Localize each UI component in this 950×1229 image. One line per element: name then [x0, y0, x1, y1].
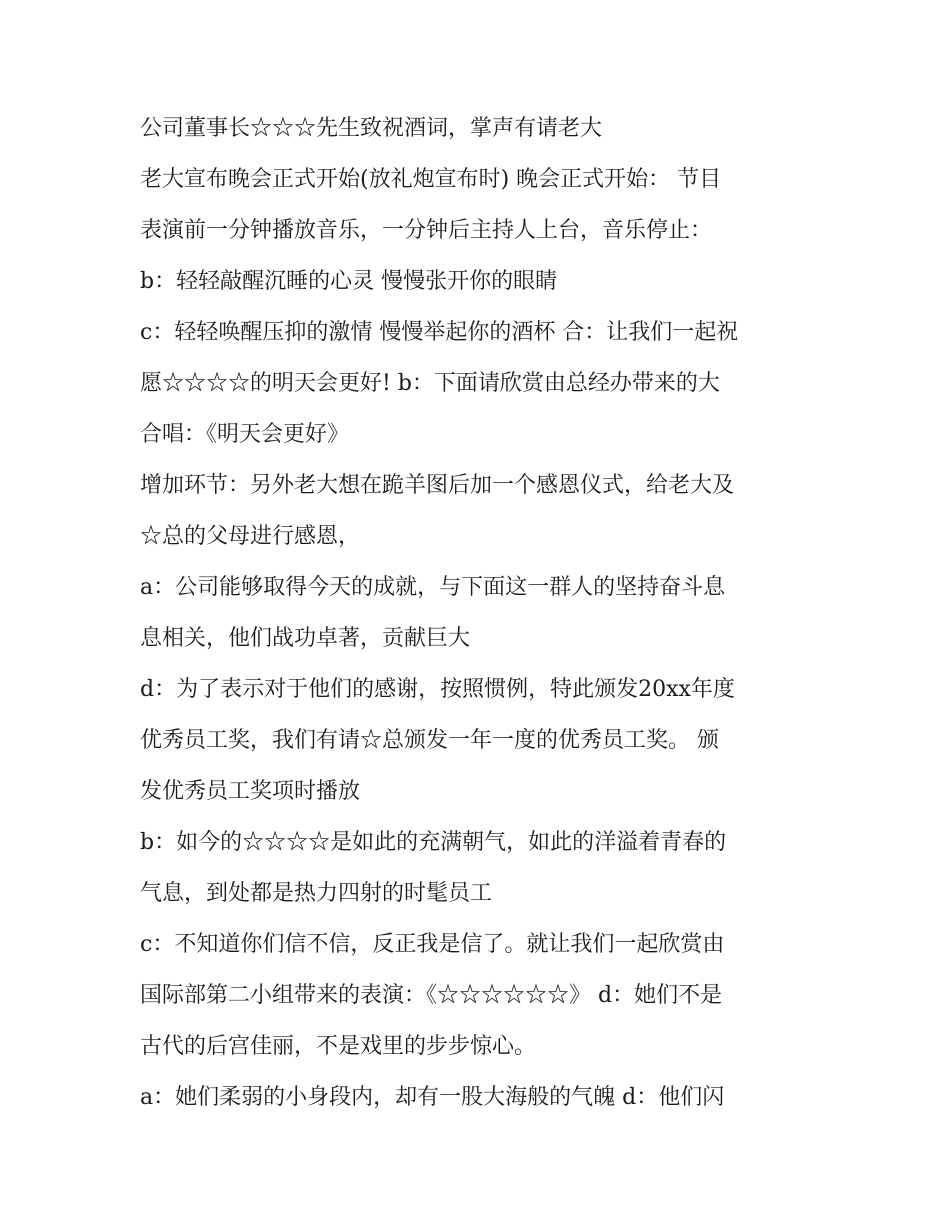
text-line: c：轻轻唤醒压抑的激情 慢慢举起你的酒杯 合：让我们一起祝 [140, 320, 739, 345]
text-line: a：她们柔弱的小身段内，却有一股大海般的气魄 d：他们闪 [140, 1085, 725, 1110]
text-line: a：公司能够取得今天的成就，与下面这一群人的坚持奋斗息 [140, 575, 726, 600]
text-line: d：为了表示对于他们的感谢，按照惯例，特此颁发20xx年度 [140, 677, 735, 702]
text-line: 增加环节：另外老大想在跪羊图后加一个感恩仪式，给老大及 [140, 473, 735, 498]
text-line: 老大宣布晚会正式开始(放礼炮宣布时) 晚会正式开始： 节目 [140, 167, 722, 192]
text-line: 发优秀员工奖项时播放 [140, 779, 361, 804]
text-line: c：不知道你们信不信，反正我是信了。就让我们一起欣赏由 [140, 932, 725, 957]
text-line: 优秀员工奖，我们有请☆总颁发一年一度的优秀员工奖。 颁 [140, 728, 719, 753]
text-line: b：如今的☆☆☆☆是如此的充满朝气，如此的洋溢着青春的 [140, 830, 727, 855]
text-line: 国际部第二小组带来的表演：《☆☆☆☆☆☆》 d：她们不是 [140, 983, 723, 1008]
text-line: ☆总的父母进行感恩， [140, 524, 361, 549]
text-line: 表演前一分钟播放音乐，一分钟后主持人上台，音乐停止： [140, 218, 713, 243]
text-line: 愿☆☆☆☆的明天会更好! b：下面请欣赏由总经办带来的大 [140, 371, 720, 396]
text-line: 古代的后宫佳丽，不是戏里的步步惊心。 [140, 1034, 537, 1059]
text-line: 公司董事长☆☆☆先生致祝酒词，掌声有请老大 [140, 116, 603, 141]
document-body [140, 108, 820, 1128]
text-line: 息相关，他们战功卓著，贡献巨大 [140, 626, 471, 651]
text-line: 气息，到处都是热力四射的时髦员工 [140, 881, 493, 906]
text-line: 合唱：《明天会更好》 [140, 422, 350, 447]
text-line: b：轻轻敲醒沉睡的心灵 慢慢张开你的眼睛 [140, 269, 558, 294]
